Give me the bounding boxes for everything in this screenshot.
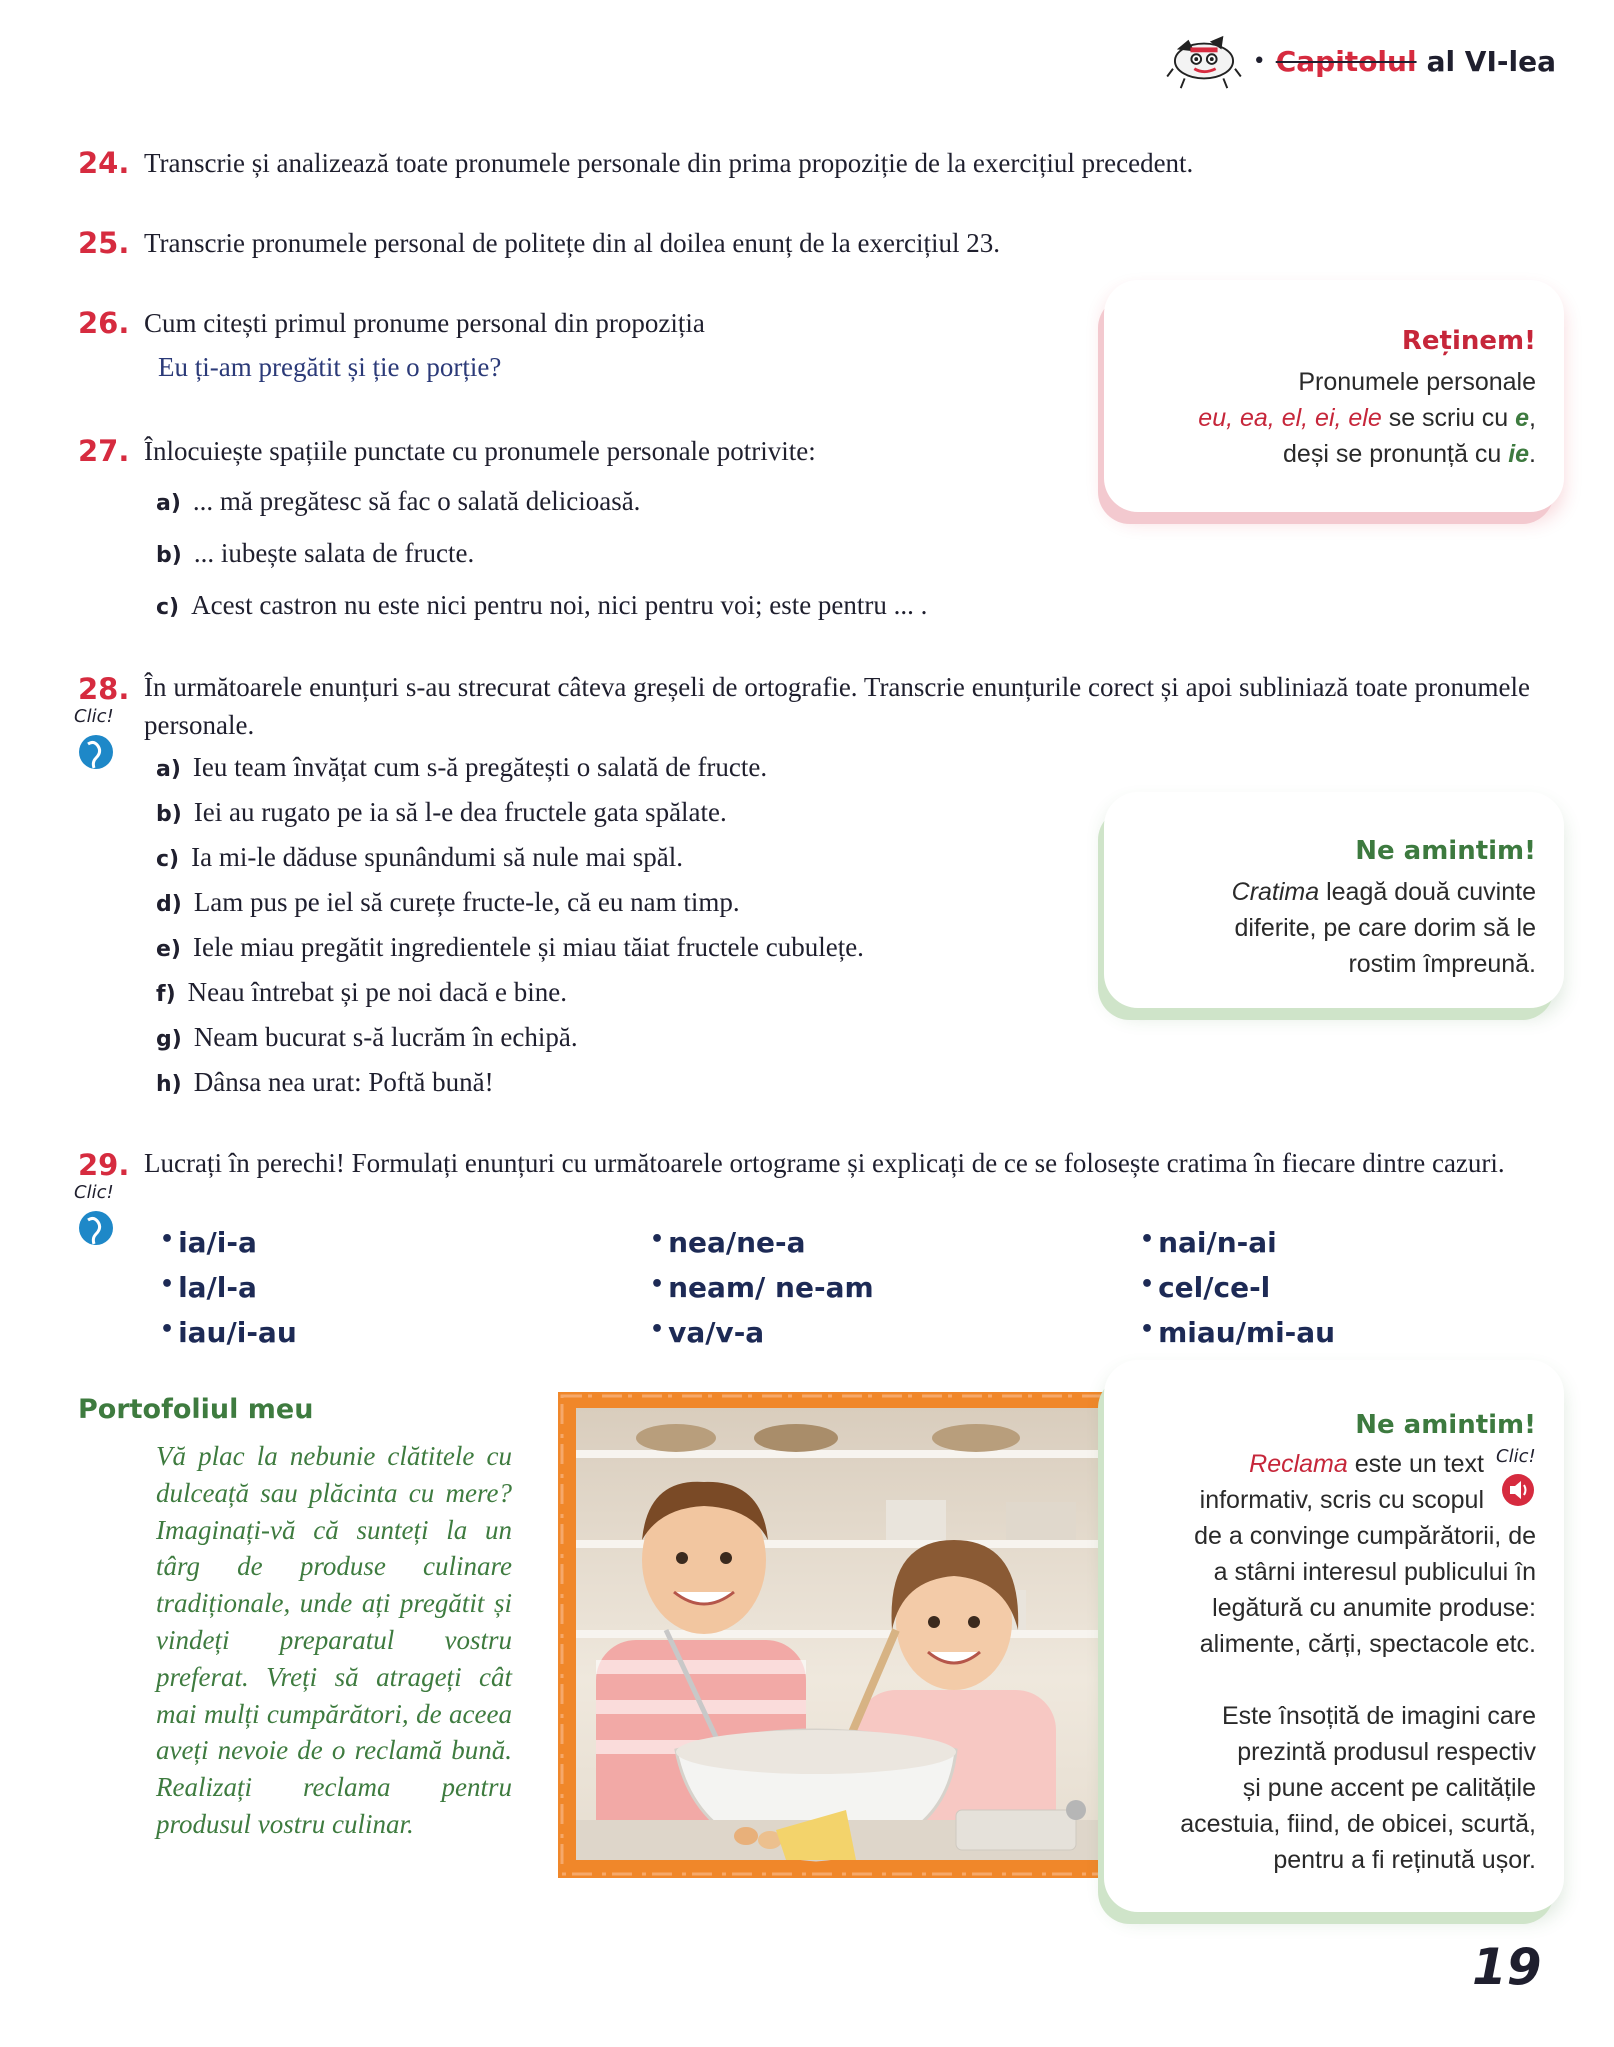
exercise-27-item-a: [156, 486, 640, 517]
kids-cooking-photo: [556, 1390, 1124, 1880]
item-letter: g): [156, 1027, 182, 1052]
retinem-line-1: Pronumele personale: [1298, 368, 1536, 396]
amintim-reclama-line-4: a stârni interesul publicului în: [1213, 1558, 1536, 1586]
clic-globe-icon[interactable]: [72, 700, 118, 776]
ortograma-text: va/v-a: [668, 1316, 765, 1349]
item-text: Dânsa nea urat: Poftă bună!: [193, 1067, 494, 1097]
exercise-24-number: 24.: [78, 146, 130, 180]
ortograma-3: • iau/i-au: [160, 1316, 297, 1349]
ortograma-9: • miau/mi-au: [1140, 1316, 1336, 1349]
exercise-27-item-b: [156, 538, 474, 569]
exercise-28-item-c: [156, 842, 683, 873]
item-letter: h): [156, 1072, 182, 1097]
amintim-cratima-line-1: [1232, 874, 1536, 910]
amintim-reclama-p2-line-1: Este însoțită de imagini care: [1221, 1702, 1536, 1730]
amintim-reclama-box: [1104, 1360, 1564, 1912]
item-text: Iei au rugato pe ia să l-e dea fructele gata spălate.: [193, 797, 727, 827]
header-chapter-number: al VI-lea: [1426, 44, 1556, 78]
exercise-29-number: 29.: [78, 1148, 130, 1182]
amintim-reclama-line-1-rest: este un text: [1347, 1450, 1484, 1478]
retinem-line-2: [1198, 400, 1536, 436]
exercise-27-text: Înlocuiește spațiile punctate cu pronumele personale potrivite:: [144, 436, 816, 466]
exercise-28-item-d: [156, 887, 740, 918]
retinem-line-3-end: .: [1529, 440, 1536, 468]
clic-label: Clic!: [1496, 1446, 1536, 1467]
retinem-pronouns: eu, ea, el, ei, ele: [1198, 404, 1382, 432]
item-text: ... iubește salata de fructe.: [193, 538, 475, 568]
retinem-line-3: [1198, 436, 1536, 472]
amintim-cratima-text: [1232, 874, 1536, 982]
item-text: ... mă pregătesc să fac o salată delicioasă.: [192, 486, 641, 516]
amintim-reclama-p2-line-5: pentru a fi reținută ușor.: [1273, 1846, 1536, 1874]
amintim-cratima-box: [1104, 792, 1564, 1008]
mascot-logo-icon: [1165, 30, 1243, 92]
exercise-26-number: 26.: [78, 306, 130, 340]
ortograma-2: • la/l-a: [160, 1271, 257, 1304]
clic-label: Clic!: [74, 706, 114, 727]
amintim-cratima-title: Ne amintim!: [1355, 836, 1536, 866]
amintim-reclama-p2-line-2: prezintă produsul respectiv: [1237, 1738, 1536, 1766]
cratima-term: Cratima: [1231, 878, 1320, 906]
paragraph-spacer: [1180, 1662, 1536, 1698]
header-bullet: •: [1252, 48, 1266, 74]
item-letter: b): [156, 543, 182, 568]
ortograma-5: • neam/ ne-am: [650, 1271, 874, 1304]
exercise-24-text: Transcrie și analizează toate pronumele personale din prima propoziție de la exercițiul precedent.: [144, 148, 1194, 178]
amintim-reclama-text: [1180, 1518, 1536, 1878]
ortograma-text: la/l-a: [178, 1271, 257, 1304]
exercise-28-item-b: [156, 797, 727, 828]
exercise-28-item-g: [156, 1022, 578, 1053]
item-text: Iele miau pregătit ingredientele și miau tăiat fructele cubulețe.: [192, 932, 864, 962]
ortograma-text: neam/ ne-am: [668, 1271, 874, 1304]
amintim-reclama-line-6: alimente, cărți, spectacole etc.: [1199, 1630, 1536, 1658]
retinem-box: [1104, 280, 1564, 512]
item-text: Ieu team învățat cum s-ă pregătești o salată de fructe.: [192, 752, 768, 782]
exercise-25-number: 25.: [78, 226, 130, 260]
exercise-26-quote: Eu ți-am pregătit și ție o porție?: [158, 352, 502, 382]
ortograma-4: • nea/ne-a: [650, 1226, 806, 1259]
exercise-27-number: 27.: [78, 434, 130, 468]
amintim-reclama-line-2: informativ, scris cu scopul: [1199, 1486, 1484, 1514]
exercise-27-item-c: [156, 590, 927, 621]
retinem-letter-e: e: [1515, 404, 1530, 432]
exercise-28-item-h: [156, 1067, 494, 1098]
exercise-28-item-e: [156, 932, 864, 963]
item-letter: a): [156, 491, 181, 516]
item-letter: b): [156, 802, 182, 827]
ortograma-text: ia/i-a: [178, 1226, 257, 1259]
exercise-28-number: 28.: [78, 672, 130, 706]
clic-audio-icon[interactable]: [1494, 1442, 1540, 1514]
item-letter: c): [156, 847, 180, 872]
item-text: Neam bucurat s-ă lucrăm în echipă.: [193, 1022, 578, 1052]
ortograma-text: miau/mi-au: [1158, 1316, 1336, 1349]
retinem-letters-ie: ie: [1508, 440, 1530, 468]
ortograma-6: • va/v-a: [650, 1316, 765, 1349]
amintim-cratima-line-3: rostim împreună.: [1348, 950, 1536, 978]
retinem-line-3-start: deși se pronunță cu: [1283, 440, 1509, 468]
item-letter: f): [156, 982, 176, 1007]
retinem-line-2-end: ,: [1529, 404, 1536, 432]
item-letter: a): [156, 757, 181, 782]
exercise-28-item-a: [156, 752, 767, 783]
clic-globe-icon[interactable]: [72, 1176, 118, 1252]
ortograma-7: • nai/n-ai: [1140, 1226, 1277, 1259]
item-text: Lam pus pe iel să curețe fructe-le, că eu nam timp.: [193, 887, 740, 917]
header-chapter-word: Capitolul: [1275, 44, 1417, 78]
amintim-reclama-p2-line-3: și pune accent pe calitățile: [1242, 1774, 1536, 1802]
amintim-reclama-line-3: de a convinge cumpărătorii, de: [1194, 1522, 1536, 1550]
item-text: Ia mi-le dăduse spunândumi să nule mai spăl.: [191, 842, 683, 872]
portofoliu-text: Vă plac la nebunie clătitele cu dulceață sau plăcinta cu mere? Imaginați-vă că sunteți la un târg de produse culinare tradiționale, unde ați pregătit și vindeți preparatul vostru preferat. Vreți să atrageți cât mai mulți cumpărători, de aceea aveți nevoie de o reclamă bună. Realizați reclama pentru produsul vostru culinar.: [156, 1441, 512, 1839]
exercise-29-text: Lucrați în perechi! Formulați enunțuri cu următoarele ortograme și explicați de ce se folosește cratima în fiecare dintre cazuri.: [144, 1148, 1505, 1178]
reclama-term: Reclama: [1249, 1450, 1348, 1478]
ortograma-text: nea/ne-a: [668, 1226, 806, 1259]
ortograma-1: • ia/i-a: [160, 1226, 257, 1259]
exercise-26-text: Cum citești primul pronume personal din propoziția: [144, 308, 705, 338]
ortograma-8: • cel/ce-l: [1140, 1271, 1271, 1304]
ortograma-text: nai/n-ai: [1158, 1226, 1277, 1259]
page-number: 19: [1472, 1938, 1542, 1996]
amintim-reclama-line-5: legătură cu anumite produse:: [1212, 1594, 1536, 1622]
ortograma-text: iau/i-au: [178, 1316, 297, 1349]
exercise-28-item-f: [156, 977, 567, 1008]
ortograma-text: cel/ce-l: [1158, 1271, 1271, 1304]
amintim-cratima-line-2: diferite, pe care dorim să le: [1234, 914, 1536, 942]
retinem-title: Reținem!: [1401, 326, 1536, 356]
item-letter: d): [156, 892, 182, 917]
amintim-reclama-title: Ne amintim!: [1355, 1410, 1536, 1440]
item-letter: e): [156, 937, 181, 962]
item-text: Acest castron nu este nici pentru noi, nici pentru voi; este pentru ... .: [191, 590, 928, 620]
retinem-text: [1198, 364, 1536, 472]
portofoliu-title: Portofoliul meu: [78, 1394, 314, 1425]
exercise-28-text: În următoarele enunțuri s-au strecurat câteva greșeli de ortografie. Transcrie enunțurile corect și apoi subliniază toate pronumele personale.: [144, 672, 1530, 740]
item-text: Neau întrebat și pe noi dacă e bine.: [187, 977, 567, 1007]
exercise-25-text: Transcrie pronumele personal de politețe din al doilea enunț de la exercițiul 23.: [144, 228, 1000, 258]
retinem-line-2-mid: se scriu cu: [1381, 404, 1516, 432]
amintim-cratima-line-1-rest: leagă două cuvinte: [1319, 878, 1536, 906]
item-letter: c): [156, 595, 180, 620]
amintim-reclama-line-1: [1249, 1446, 1484, 1482]
clic-label: Clic!: [74, 1182, 114, 1203]
amintim-reclama-p2-line-4: acestuia, fiind, de obicei, scurtă,: [1180, 1810, 1536, 1838]
chapter-header: [1165, 26, 1556, 96]
